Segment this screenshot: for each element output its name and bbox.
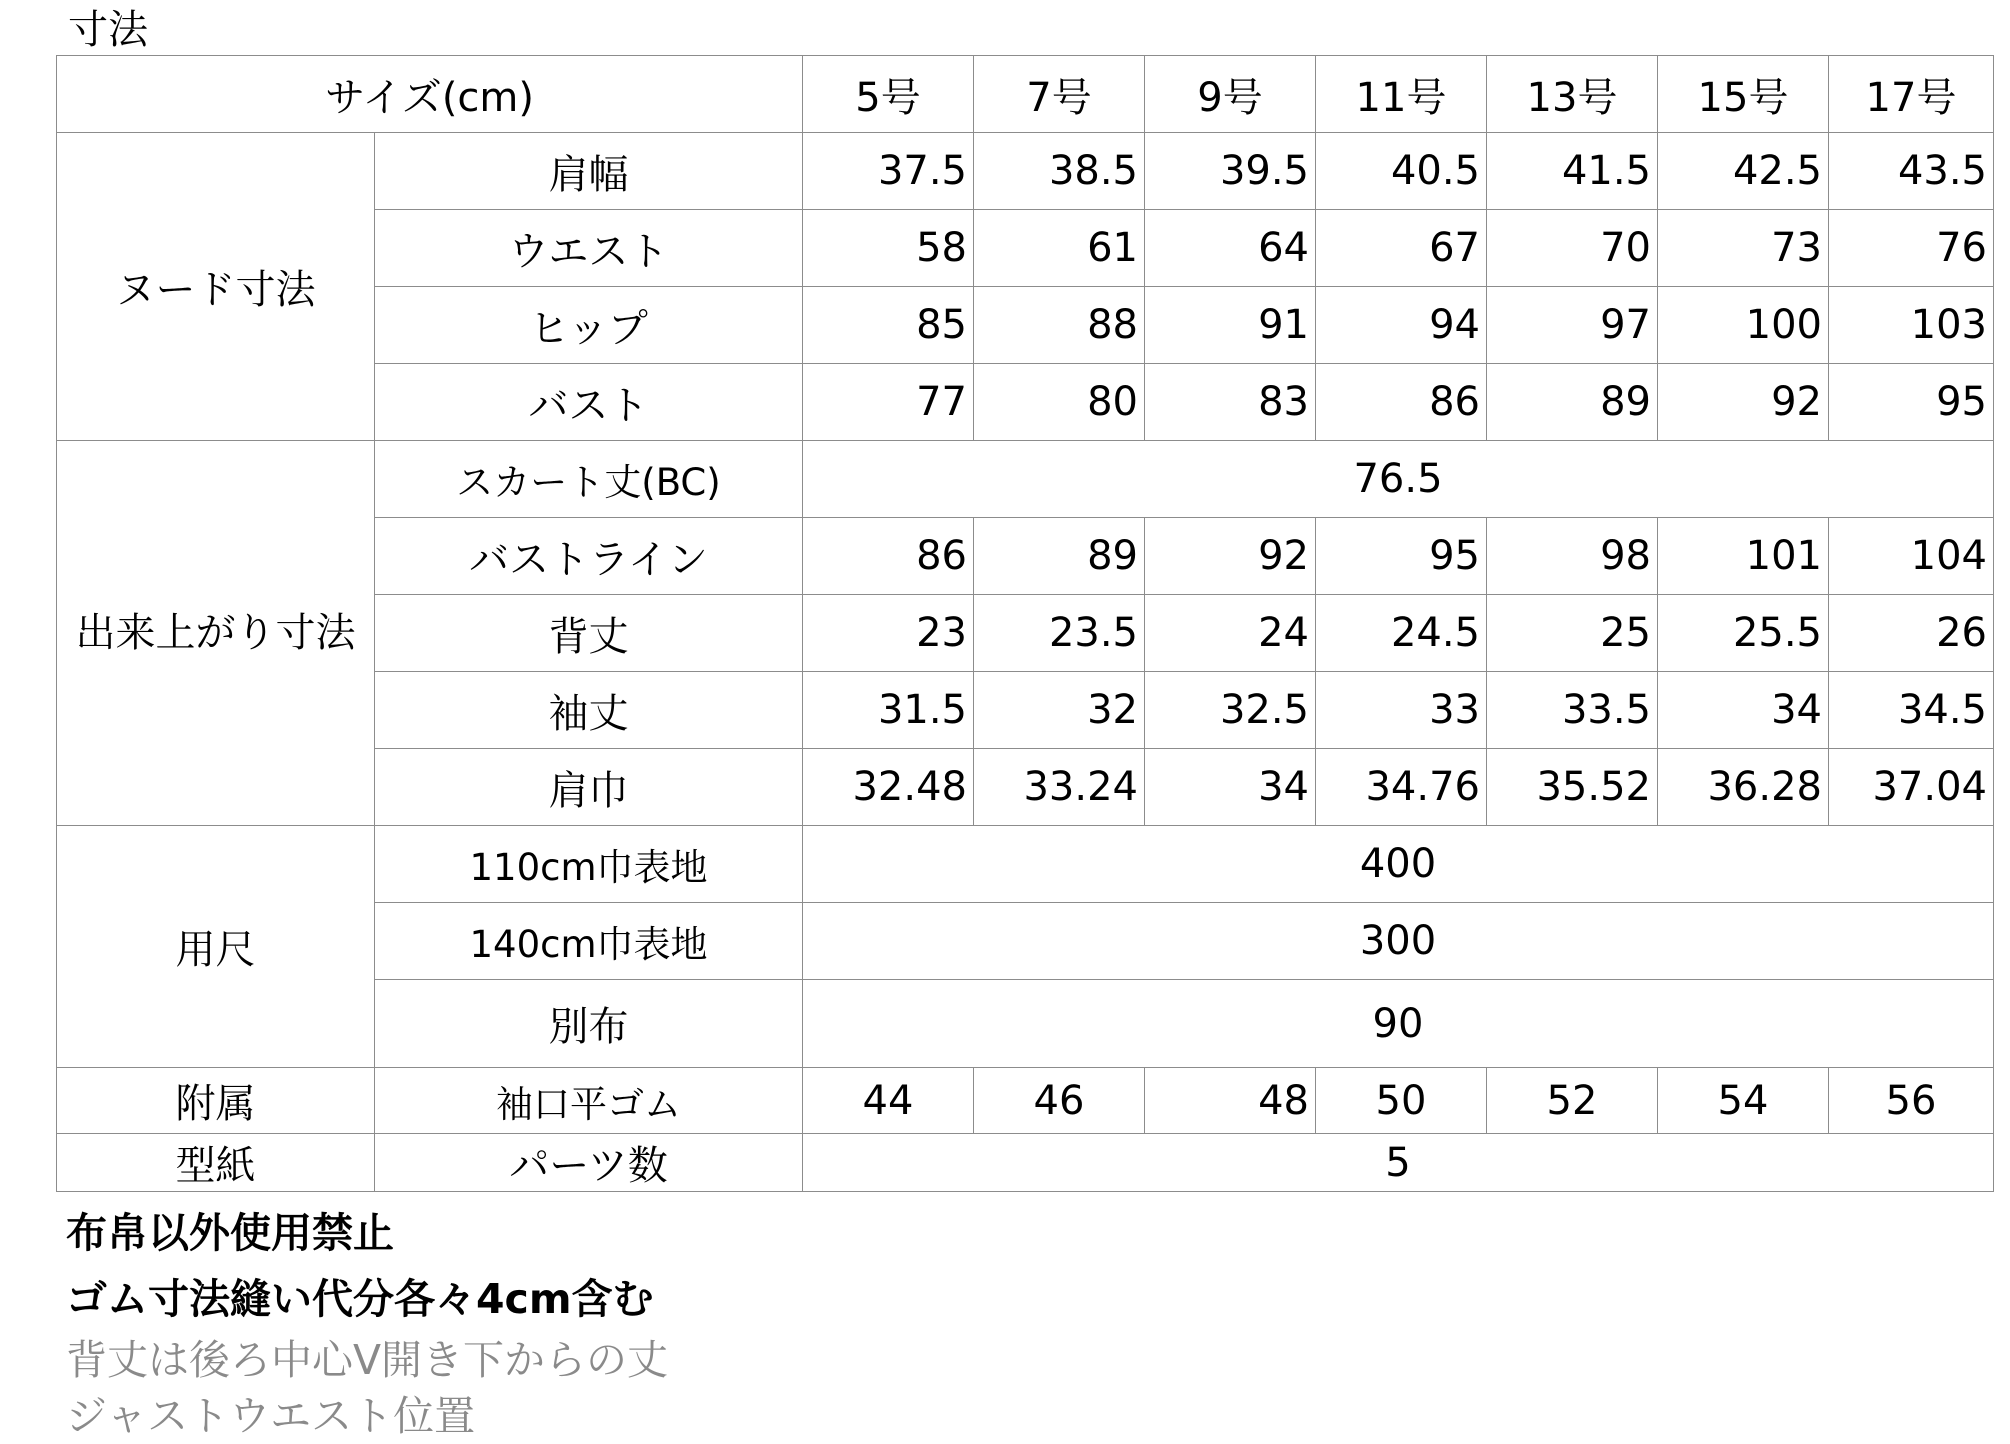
cell-value: 95 (1316, 518, 1487, 595)
cell-value: 76.5 (803, 441, 1994, 518)
size-11: 11号 (1316, 56, 1487, 133)
cell-value: 56 (1829, 1068, 1994, 1134)
size-label: サイズ(cm) (57, 56, 803, 133)
cell-value: 91 (1145, 287, 1316, 364)
cell-value: 54 (1658, 1068, 1829, 1134)
size-5: 5号 (803, 56, 974, 133)
sheet-title: 寸法 (68, 7, 148, 53)
size-7: 7号 (974, 56, 1145, 133)
cell-value: 86 (1316, 364, 1487, 441)
cell-value: 42.5 (1658, 133, 1829, 210)
cell-value: 39.5 (1145, 133, 1316, 210)
row-label: 袖丈 (375, 672, 803, 749)
finished-group-label: 出来上がり寸法 (57, 441, 375, 826)
cell-value: 86 (803, 518, 974, 595)
cell-value: 40.5 (1316, 133, 1487, 210)
cell-value: 92 (1658, 364, 1829, 441)
cell-value: 61 (974, 210, 1145, 287)
cell-value: 104 (1829, 518, 1994, 595)
cell-value: 64 (1145, 210, 1316, 287)
cell-value: 32.5 (1145, 672, 1316, 749)
cell-value: 33.5 (1487, 672, 1658, 749)
cell-value: 24 (1145, 595, 1316, 672)
accessory-label: 附属 (57, 1068, 375, 1134)
cell-value: 98 (1487, 518, 1658, 595)
cell-value: 97 (1487, 287, 1658, 364)
fabric-row-110 (57, 826, 1994, 903)
cell-value: 83 (1145, 364, 1316, 441)
cell-value: 26 (1829, 595, 1994, 672)
cell-value: 90 (803, 980, 1994, 1068)
cell-value: 58 (803, 210, 974, 287)
cell-value: 67 (1316, 210, 1487, 287)
cell-value: 101 (1658, 518, 1829, 595)
header-row (57, 56, 1994, 133)
cell-value: 34 (1658, 672, 1829, 749)
cell-value: 50 (1316, 1068, 1487, 1134)
cell-value: 300 (803, 903, 1994, 980)
cell-value: 32.48 (803, 749, 974, 826)
row-label: バスト (375, 364, 803, 441)
cell-value: 34 (1145, 749, 1316, 826)
cell-value: 37.04 (1829, 749, 1994, 826)
row-label: バストライン (375, 518, 803, 595)
cell-value: 70 (1487, 210, 1658, 287)
row-label: 肩巾 (375, 749, 803, 826)
size-15: 15号 (1658, 56, 1829, 133)
cell-value: 33.24 (974, 749, 1145, 826)
cell-value: 43.5 (1829, 133, 1994, 210)
accessory-row (57, 1068, 1994, 1134)
size-spec-table (56, 55, 1994, 1192)
cell-value: 77 (803, 364, 974, 441)
row-label: 別布 (375, 980, 803, 1068)
cell-value: 24.5 (1316, 595, 1487, 672)
cell-value: 32 (974, 672, 1145, 749)
pattern-label: 型紙 (57, 1134, 375, 1192)
note-grey: ジャストウエスト位置 (66, 1392, 476, 1440)
cell-value: 36.28 (1658, 749, 1829, 826)
finished-row-skirt (57, 441, 1994, 518)
row-label: 140cm巾表地 (375, 903, 803, 980)
cell-value: 103 (1829, 287, 1994, 364)
cell-value: 33 (1316, 672, 1487, 749)
cell-value: 88 (974, 287, 1145, 364)
cell-value: 23 (803, 595, 974, 672)
cell-value: 5 (803, 1134, 1994, 1192)
cell-value: 31.5 (803, 672, 974, 749)
cell-value: 46 (974, 1068, 1145, 1134)
row-label: パーツ数 (375, 1134, 803, 1192)
cell-value: 89 (1487, 364, 1658, 441)
cell-value: 34.76 (1316, 749, 1487, 826)
cell-value: 400 (803, 826, 1994, 903)
fabric-group-label: 用尺 (57, 826, 375, 1068)
cell-value: 34.5 (1829, 672, 1994, 749)
cell-value: 48 (1145, 1068, 1316, 1134)
note-bold: 布帛以外使用禁止 (66, 1209, 394, 1257)
notes (66, 1200, 668, 1444)
cell-value: 73 (1658, 210, 1829, 287)
cell-value: 44 (803, 1068, 974, 1134)
size-17: 17号 (1829, 56, 1994, 133)
note-grey: 背丈は後ろ中心V開き下からの丈 (66, 1336, 669, 1384)
cell-value: 52 (1487, 1068, 1658, 1134)
cell-value: 80 (974, 364, 1145, 441)
cell-value: 25 (1487, 595, 1658, 672)
nude-group-label: ヌード寸法 (57, 133, 375, 441)
row-label: ヒップ (375, 287, 803, 364)
note-bold: ゴム寸法縫い代分各々4cm含む (66, 1275, 654, 1323)
cell-value: 23.5 (974, 595, 1145, 672)
row-label: スカート丈(BC) (375, 441, 803, 518)
cell-value: 85 (803, 287, 974, 364)
cell-value: 38.5 (974, 133, 1145, 210)
size-13: 13号 (1487, 56, 1658, 133)
row-label: 110cm巾表地 (375, 826, 803, 903)
size-9: 9号 (1145, 56, 1316, 133)
cell-value: 76 (1829, 210, 1994, 287)
cell-value: 92 (1145, 518, 1316, 595)
cell-value: 25.5 (1658, 595, 1829, 672)
cell-value: 41.5 (1487, 133, 1658, 210)
pattern-row (57, 1134, 1994, 1192)
cell-value: 37.5 (803, 133, 974, 210)
cell-value: 95 (1829, 364, 1994, 441)
row-label: ウエスト (375, 210, 803, 287)
cell-value: 35.52 (1487, 749, 1658, 826)
cell-value: 100 (1658, 287, 1829, 364)
row-label: 袖口平ゴム (375, 1068, 803, 1134)
cell-value: 89 (974, 518, 1145, 595)
nude-row-shoulder (57, 133, 1994, 210)
row-label: 背丈 (375, 595, 803, 672)
cell-value: 94 (1316, 287, 1487, 364)
row-label: 肩幅 (375, 133, 803, 210)
